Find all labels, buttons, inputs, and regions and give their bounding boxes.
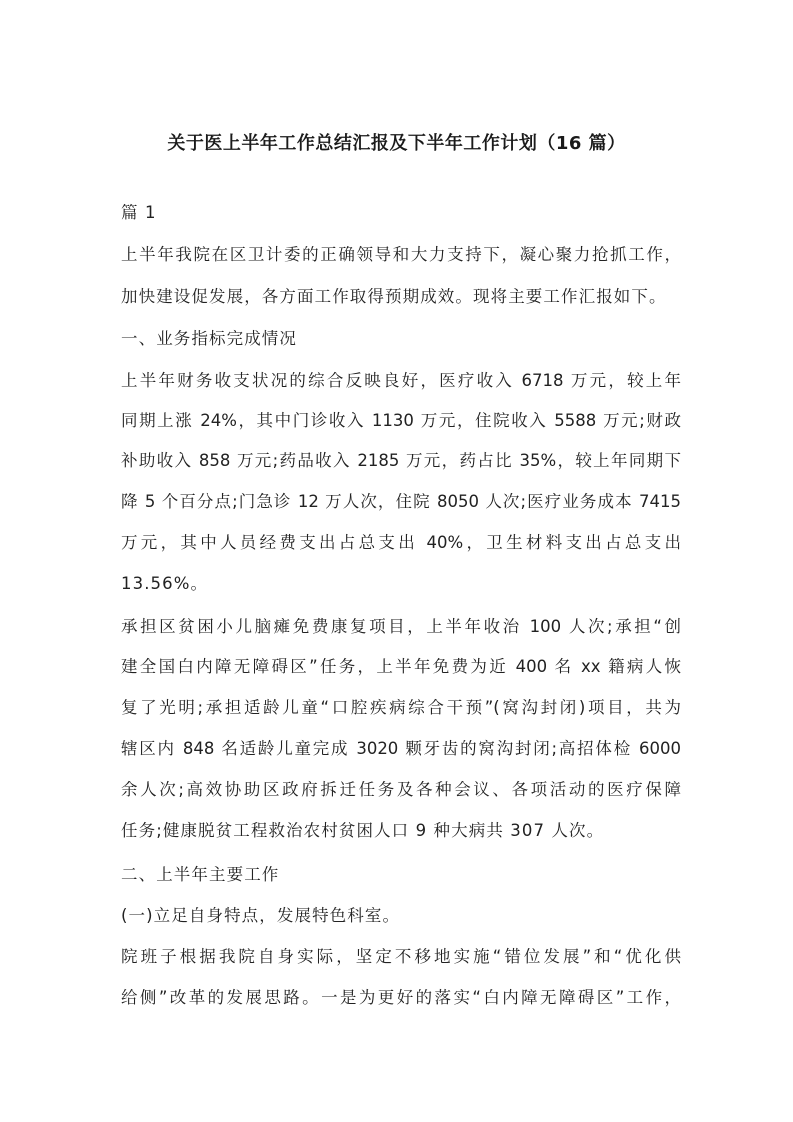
paragraph-line: 给侧”改革的发展思路。一是为更好的落实“白内障无障碍区”工作， [121, 988, 681, 1007]
paragraph-line: 复了光明;承担适龄儿童“口腔疾病综合干预”(窝沟封闭)项目，共为 [121, 698, 681, 717]
paragraph-line: 院班子根据我院自身实际，坚定不移地实施“错位发展”和“优化供 [121, 947, 681, 966]
section-heading: 二、上半年主要工作 [121, 865, 280, 884]
section-heading-part-1: 篇 1 [121, 203, 157, 222]
subsection-heading: (一)立足自身特点，发展特色科室。 [121, 906, 401, 925]
paragraph-line: 建全国白内障无障碍区”任务，上半年免费为近 400 名 xx 籍病人恢 [121, 657, 681, 676]
paragraph-line: 降 5 个百分点;门急诊 12 万人次，住院 8050 人次;医疗业务成本 7415 [121, 492, 681, 511]
paragraph-line: 余人次;高效协助区政府拆迁任务及各种会议、各项活动的医疗保障 [121, 780, 681, 799]
paragraph-line: 同期上涨 24%，其中门诊收入 1130 万元，住院收入 5588 万元;财政 [121, 411, 681, 430]
paragraph-line: 上半年财务收支状况的综合反映良好，医疗收入 6718 万元，较上年 [121, 371, 681, 390]
paragraph-line: 上半年我院在区卫计委的正确领导和大力支持下，凝心聚力抢抓工作， [121, 245, 681, 264]
document-title: 关于医上半年工作总结汇报及下半年工作计划（16 篇） [167, 133, 626, 154]
paragraph-line: 万元，其中人员经费支出占总支出 40%，卫生材料支出占总支出 [121, 533, 681, 552]
paragraph-line: 补助收入 858 万元;药品收入 2185 万元，药占比 35%，较上年同期下 [121, 451, 681, 470]
paragraph-line: 任务;健康脱贫工程救治农村贫困人口 9 种大病共 307 人次。 [121, 821, 605, 840]
paragraph-line: 加快建设促发展，各方面工作取得预期成效。现将主要工作汇报如下。 [121, 287, 667, 306]
paragraph-line: 承担区贫困小儿脑瘫免费康复项目，上半年收治 100 人次;承担“创 [121, 617, 681, 636]
section-heading: 一、业务指标完成情况 [121, 329, 297, 348]
paragraph-line: 辖区内 848 名适龄儿童完成 3020 颗牙齿的窝沟封闭;高招体检 6000 [121, 739, 681, 758]
paragraph-line: 13.56%。 [121, 574, 209, 593]
